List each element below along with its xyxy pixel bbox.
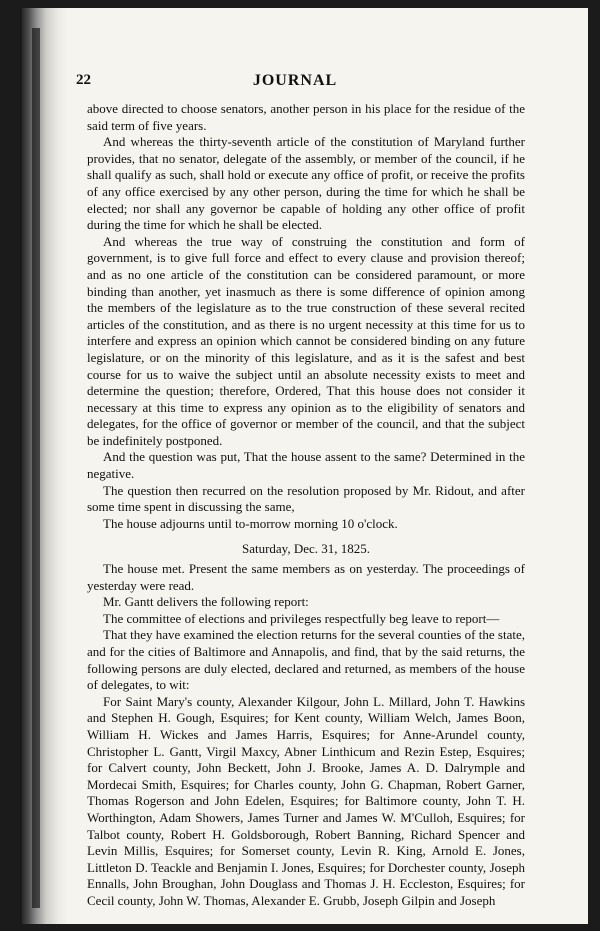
page-header bbox=[60, 72, 530, 94]
paragraph: That they have examined the election returns for the several counties of the state, and for the cities of Baltimore and Annapolis, and find, that by the said returns, the following persons are duly elected, declared and returned, as members of the house of delegates, to wit: bbox=[87, 627, 525, 693]
book-spine-shadow bbox=[22, 8, 68, 924]
page-number: 22 bbox=[76, 72, 91, 88]
binding-edge bbox=[32, 28, 40, 908]
date-heading: Saturday, Dec. 31, 1825. bbox=[241, 541, 371, 557]
page-body bbox=[87, 101, 525, 910]
paragraph: The house met. Present the same members as on yesterday. The proceedings of yesterday were read. bbox=[87, 561, 525, 593]
paragraph: The committee of elections and privileges respectfully beg leave to report— bbox=[103, 610, 500, 626]
paragraph: Mr. Gantt delivers the following report: bbox=[103, 594, 309, 610]
paragraph: And whereas the true way of construing the constitution and form of government, is to give full force and effect to every clause and provision thereof; and as no one article of the constitution can be considered paramount, or more binding than another, yet inasmuch as there is some difference of opinion among the members of the legislature as to the true construction of these several recited articles of the constitution, and as there is no urgent necessity at this time for us to interfere and express an opinion which cannot be considered binding on any future legislature, or on the minority of this legislature, and as it is the safest and best course for us to waive the subject until an absolute necessity exists to meet and determine the question; therefore, Ordered, That this house does not consider it necessary at this time to express any opinion as to the eligibility of senators and delegates, for the office of governor or member of the council, and that the subject be indefinitely postponed. bbox=[87, 233, 525, 448]
paragraph: For Saint Mary's county, Alexander Kilgour, John L. Millard, John T. Hawkins and Stephen H. Gough, Esquires; for Kent county, William Welch, James Boon, William H. Wickes and James Harris, Esquires; for Anne-Arundel county, Christopher L. Gantt, Virgil Maxcy, Abner Linthicum and Rezin Estep, Esquires; for Calvert county, John Beckett, John J. Brooke, James A. D. Dalrymple and Mordecai Smith, Esquires; for Charles county, John G. Chapman, Robert Garner, Thomas Rogerson and John Edelen, Esquires; for Baltimore county, John T. H. Worthington, Adam Showers, James Turner and James W. M'Culloh, Esquires; for Talbot county, Robert H. Goldsborough, Robert Banning, Richard Spencer and Levin Millis, Esquires; for Somerset county, Levin R. King, Arnold E. Jones, Littleton D. Teackle and Benjamin I. Jones, Esquires; for Dorchester county, Joseph Ennalls, John Broughan, John Douglass and Thomas J. H. Eccleston, Esquires; for Cecil county, John W. Thomas, Alexander E. Grubb, Joseph Gilpin and Joseph bbox=[87, 693, 525, 908]
paragraph: The house adjourns until to-morrow morning 10 o'clock. bbox=[103, 515, 398, 531]
paragraph: And the question was put, That the house assent to the same? Determined in the negative. bbox=[87, 449, 525, 482]
paragraph: above directed to choose senators, another person in his place for the residue of the said term of five years. bbox=[87, 101, 525, 133]
paragraph: And whereas the thirty-seventh article of the constitution of Maryland further provides, that no senator, delegate of the assembly, or member of the council, if he shall qualify as such, shall hold or execute any office of profit, or receive the profits of any office exercised by any other person, during the time for which he shall be elected; nor shall any governor be capable of holding any other office of profit during the time for which he shall be elected. bbox=[87, 134, 525, 233]
paragraph: The question then recurred on the resolution proposed by Mr. Ridout, and after some time spent in discussing the same, bbox=[87, 482, 525, 515]
running-title: JOURNAL bbox=[252, 72, 338, 89]
